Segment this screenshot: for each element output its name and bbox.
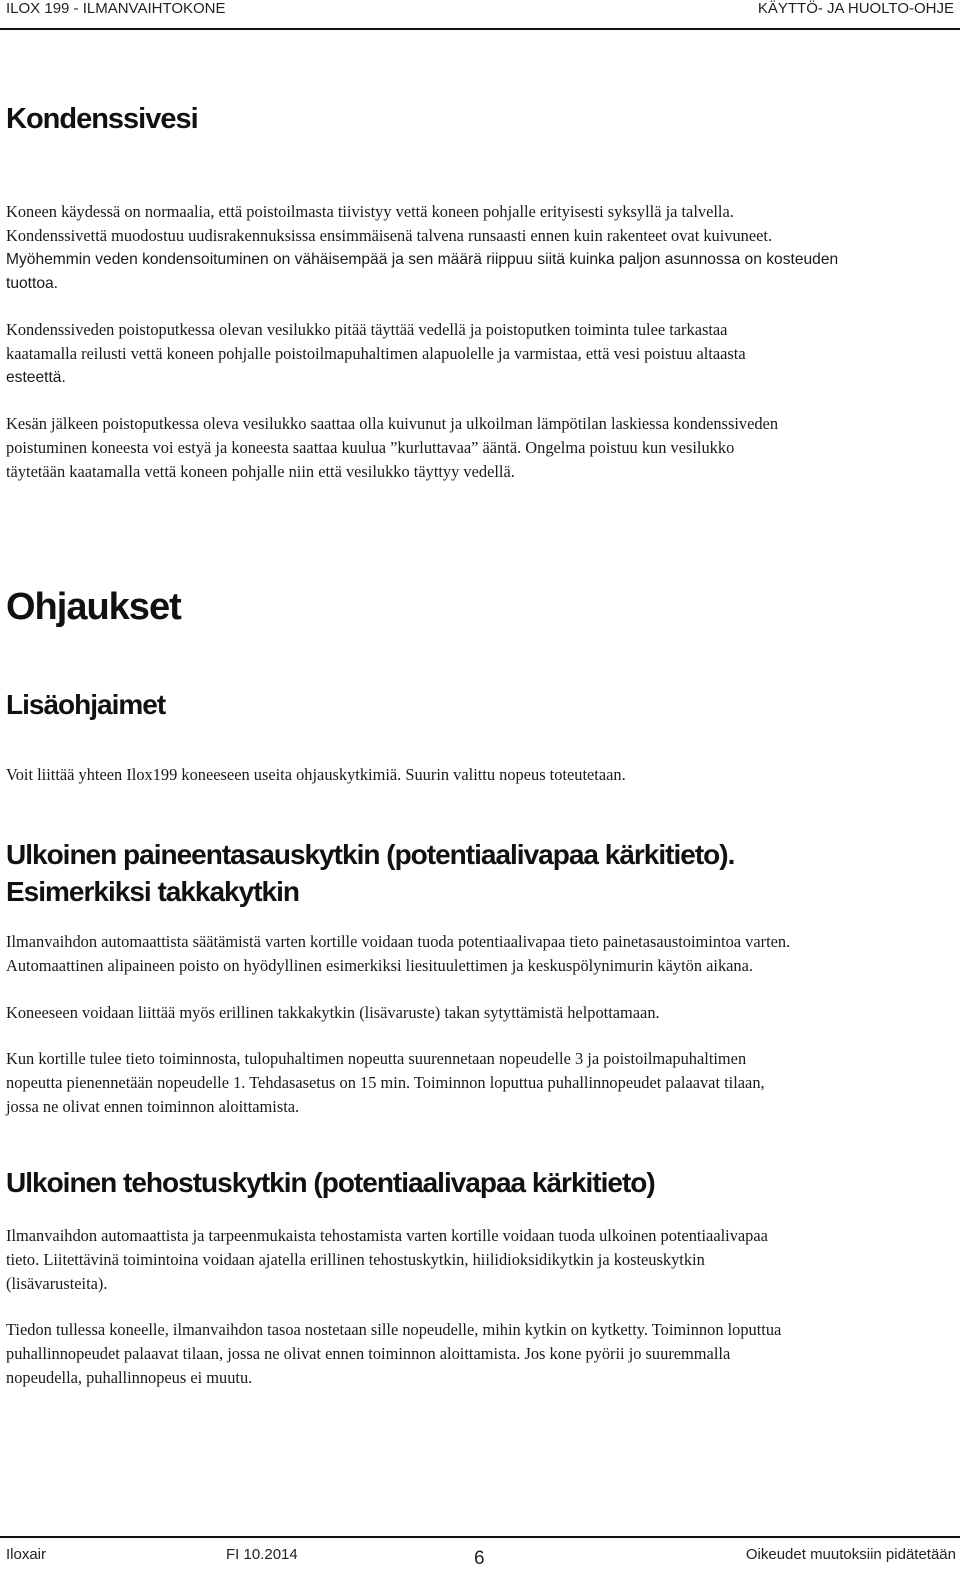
text-line: Ilmanvaihdon automaattista ja tarpeenmukaista tehostamista varten kortille voidaan tuoda ulkoinen potentiaalivapaa (6, 1226, 768, 1245)
paragraph-kondenssivesi-3 (6, 412, 954, 484)
text-line: poistuminen koneesta voi estyä ja koneesta saattaa kuulua ”kurluttavaa” ääntä. Ongelma poistuu kun vesilukko (6, 438, 735, 457)
text-line: Tiedon tullessa koneelle, ilmanvaihdon tasoa nostetaan sille nopeudelle, mihin kytkin on kytketty. Toiminnon loputtua (6, 1320, 782, 1339)
heading-line: Ulkoinen paineentasauskytkin (potentiaalivapaa kärkitieto). (6, 839, 735, 870)
paragraph-kondenssivesi-2 (6, 318, 954, 366)
paragraph-paineentasaus-3 (6, 1047, 954, 1119)
text-line: Automaattinen alipaineen poisto on hyödyllinen esimerkiksi liesituulettimen ja keskuspölynimurin käytön aikana. (6, 956, 753, 975)
text-line: Myöhemmin veden kondensoituminen on vähäisempää ja sen määrä riippuu siitä kuinka paljon asunnossa on kosteuden (6, 251, 839, 268)
heading-paineentasauskytkin (6, 836, 734, 910)
text-line: Kondenssivettä muodostuu uudisrakennuksissa ensimmäisenä talvena runsaasti ennen kuin rakenteet ovat kuivuneet. (6, 226, 773, 245)
text-line: esteettä. (6, 369, 66, 386)
paragraph-paineentasaus-1 (6, 930, 954, 978)
text-line: puhallinnopeudet palaavat tilaan, jossa ne olivat ennen toiminnon aloittamista. Jos kone pyörii jo suuremmalla (6, 1344, 731, 1363)
text-line: tieto. Liitettävinä toimintoina voidaan ajatella erillinen tehostuskytkin, hiilidioksidikytkin ja kosteuskytkin (6, 1250, 705, 1269)
text-line: jossa ne olivat ennen toiminnon aloittamista. (6, 1097, 300, 1116)
footer-rights: Oikeudet muutoksiin pidätetään (745, 1546, 956, 1563)
footer-rule (0, 1536, 960, 1538)
paragraph-kondenssivesi-1b (6, 248, 954, 296)
paragraph-kondenssivesi-2b (6, 366, 954, 390)
heading-lisaohjaimet: Lisäohjaimet (6, 689, 166, 720)
text-line: Koneen käydessä on normaalia, että poistoilmasta tiivistyy vettä koneen pohjalle erityisesti syksyllä ja talvella. (6, 202, 734, 221)
paragraph-kondenssivesi-1 (6, 200, 954, 248)
text-line: nopeudella, puhallinnopeus ei muutu. (6, 1368, 253, 1387)
header-doc-title: ILOX 199 - ILMANVAIHTOKONE (6, 0, 226, 17)
text-line: Ilmanvaihdon automaattista säätämistä varten kortille voidaan tuoda potentiaalivapaa tieto painetasaustoimintoa varten. (6, 932, 791, 951)
text-line: (lisävarusteita). (6, 1274, 108, 1293)
heading-tehostuskytkin: Ulkoinen tehostuskytkin (potentiaalivapaa kärkitieto) (6, 1167, 655, 1198)
paragraph-tehostus-1 (6, 1224, 954, 1296)
paragraph-lisaohjaimet (6, 763, 954, 787)
header-rule (0, 28, 960, 30)
text-line: täytetään kaatamalla vettä koneen pohjalle niin että vesilukko täyttyy vedellä. (6, 462, 515, 481)
heading-ohjaukset: Ohjaukset (6, 586, 181, 628)
header-doc-type: KÄYTTÖ- JA HUOLTO-OHJE (757, 0, 954, 17)
text-line: Koneeseen voidaan liittää myös erillinen takkakytkin (lisävaruste) takan sytyttämistä helpottamaan. (6, 1003, 660, 1022)
footer-page-number: 6 (474, 1548, 485, 1569)
footer-version: FI 10.2014 (226, 1546, 298, 1563)
heading-kondenssivesi: Kondenssivesi (6, 103, 198, 135)
footer-brand: Iloxair (6, 1546, 47, 1563)
text-line: Kun kortille tulee tieto toiminnosta, tulopuhaltimen nopeutta suurennetaan nopeudelle 3 ja poistoilmapuhaltimen (6, 1049, 747, 1068)
text-line: kaatamalla reilusti vettä koneen pohjalle poistoilmapuhaltimen alapuolelle ja varmistaa, että vesi poistuu altaasta (6, 344, 746, 363)
text-line: Kondenssiveden poistoputkessa olevan vesilukko pitää täyttää vedellä ja poistoputken toiminta tulee tarkastaa (6, 320, 728, 339)
heading-line: Esimerkiksi takkakytkin (6, 876, 299, 907)
text-line: Kesän jälkeen poistoputkessa oleva vesilukko saattaa olla kuivunut ja ulkoilman lämpötilan laskiessa kondenssiveden (6, 414, 779, 433)
text-line: Voit liittää yhteen Ilox199 koneeseen useita ohjauskytkimiä. Suurin valittu nopeus toteutetaan. (6, 765, 626, 784)
paragraph-tehostus-2 (6, 1318, 954, 1390)
text-line: nopeutta pienennetään nopeudelle 1. Tehdasasetus on 15 min. Toiminnon loputtua puhallinnopeudet palaavat tilaan, (6, 1073, 765, 1092)
text-line: tuottoa. (6, 275, 59, 292)
paragraph-paineentasaus-2 (6, 1001, 954, 1025)
